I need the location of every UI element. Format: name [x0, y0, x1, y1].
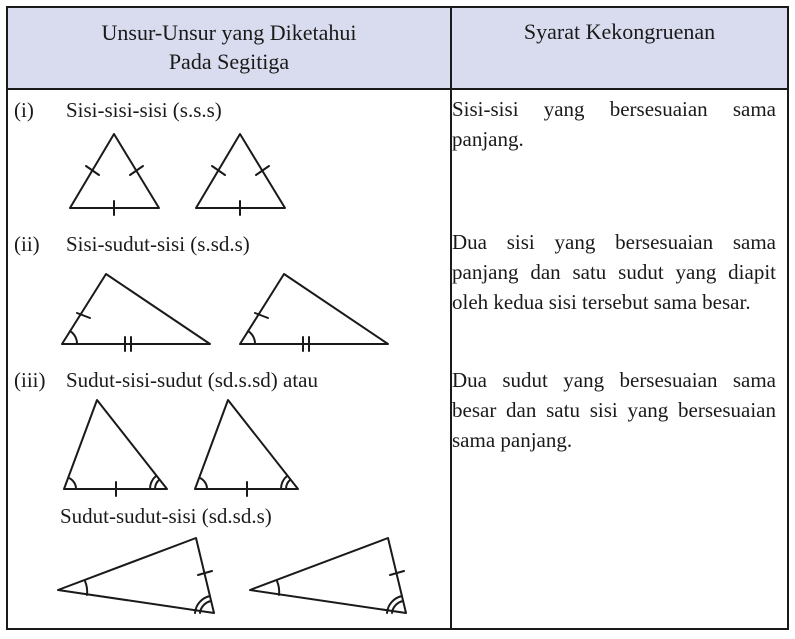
row-1-condition: Sisi-sisi yang bersesuaian sama panjang.: [452, 97, 776, 151]
row-2-title: Sisi-sudut-sisi (s.sd.s): [66, 232, 250, 256]
row-3-condition: Dua sudut yang bersesuaian sama besar dan satu sisi yang bersesuaian sama panjang.: [452, 368, 776, 452]
asa-triangle-2: [195, 400, 298, 496]
sas-triangle-2: [240, 274, 388, 351]
row-3-subtitle: Sudut-sudut-sisi (sd.sd.s): [60, 504, 272, 528]
row-1-number: (i): [14, 98, 34, 122]
row-3-number: (iii): [14, 368, 46, 392]
row-2-condition: Dua sisi yang bersesuaian sama panjang dan satu sudut yang diapit oleh kedua sisi tersebut sama besar.: [452, 230, 776, 314]
row-2-number: (ii): [14, 232, 40, 256]
sss-triangle-1: [70, 134, 159, 215]
header-known-elements-line2: Pada Segitiga: [168, 49, 290, 74]
sas-triangle-1: [62, 274, 210, 351]
sss-triangle-2: [196, 134, 285, 215]
aas-triangle-1: [58, 538, 214, 613]
asa-triangle-1: [64, 400, 167, 496]
header-congruence-condition: Syarat Kekongruenan: [523, 19, 716, 44]
header-known-elements-line1: Unsur-Unsur yang Diketahui: [101, 20, 357, 45]
row-3-title: Sudut-sisi-sudut (sd.s.sd) atau: [66, 368, 318, 392]
row-1-title: Sisi-sisi-sisi (s.s.s): [66, 98, 222, 122]
aas-triangle-2: [250, 538, 406, 613]
